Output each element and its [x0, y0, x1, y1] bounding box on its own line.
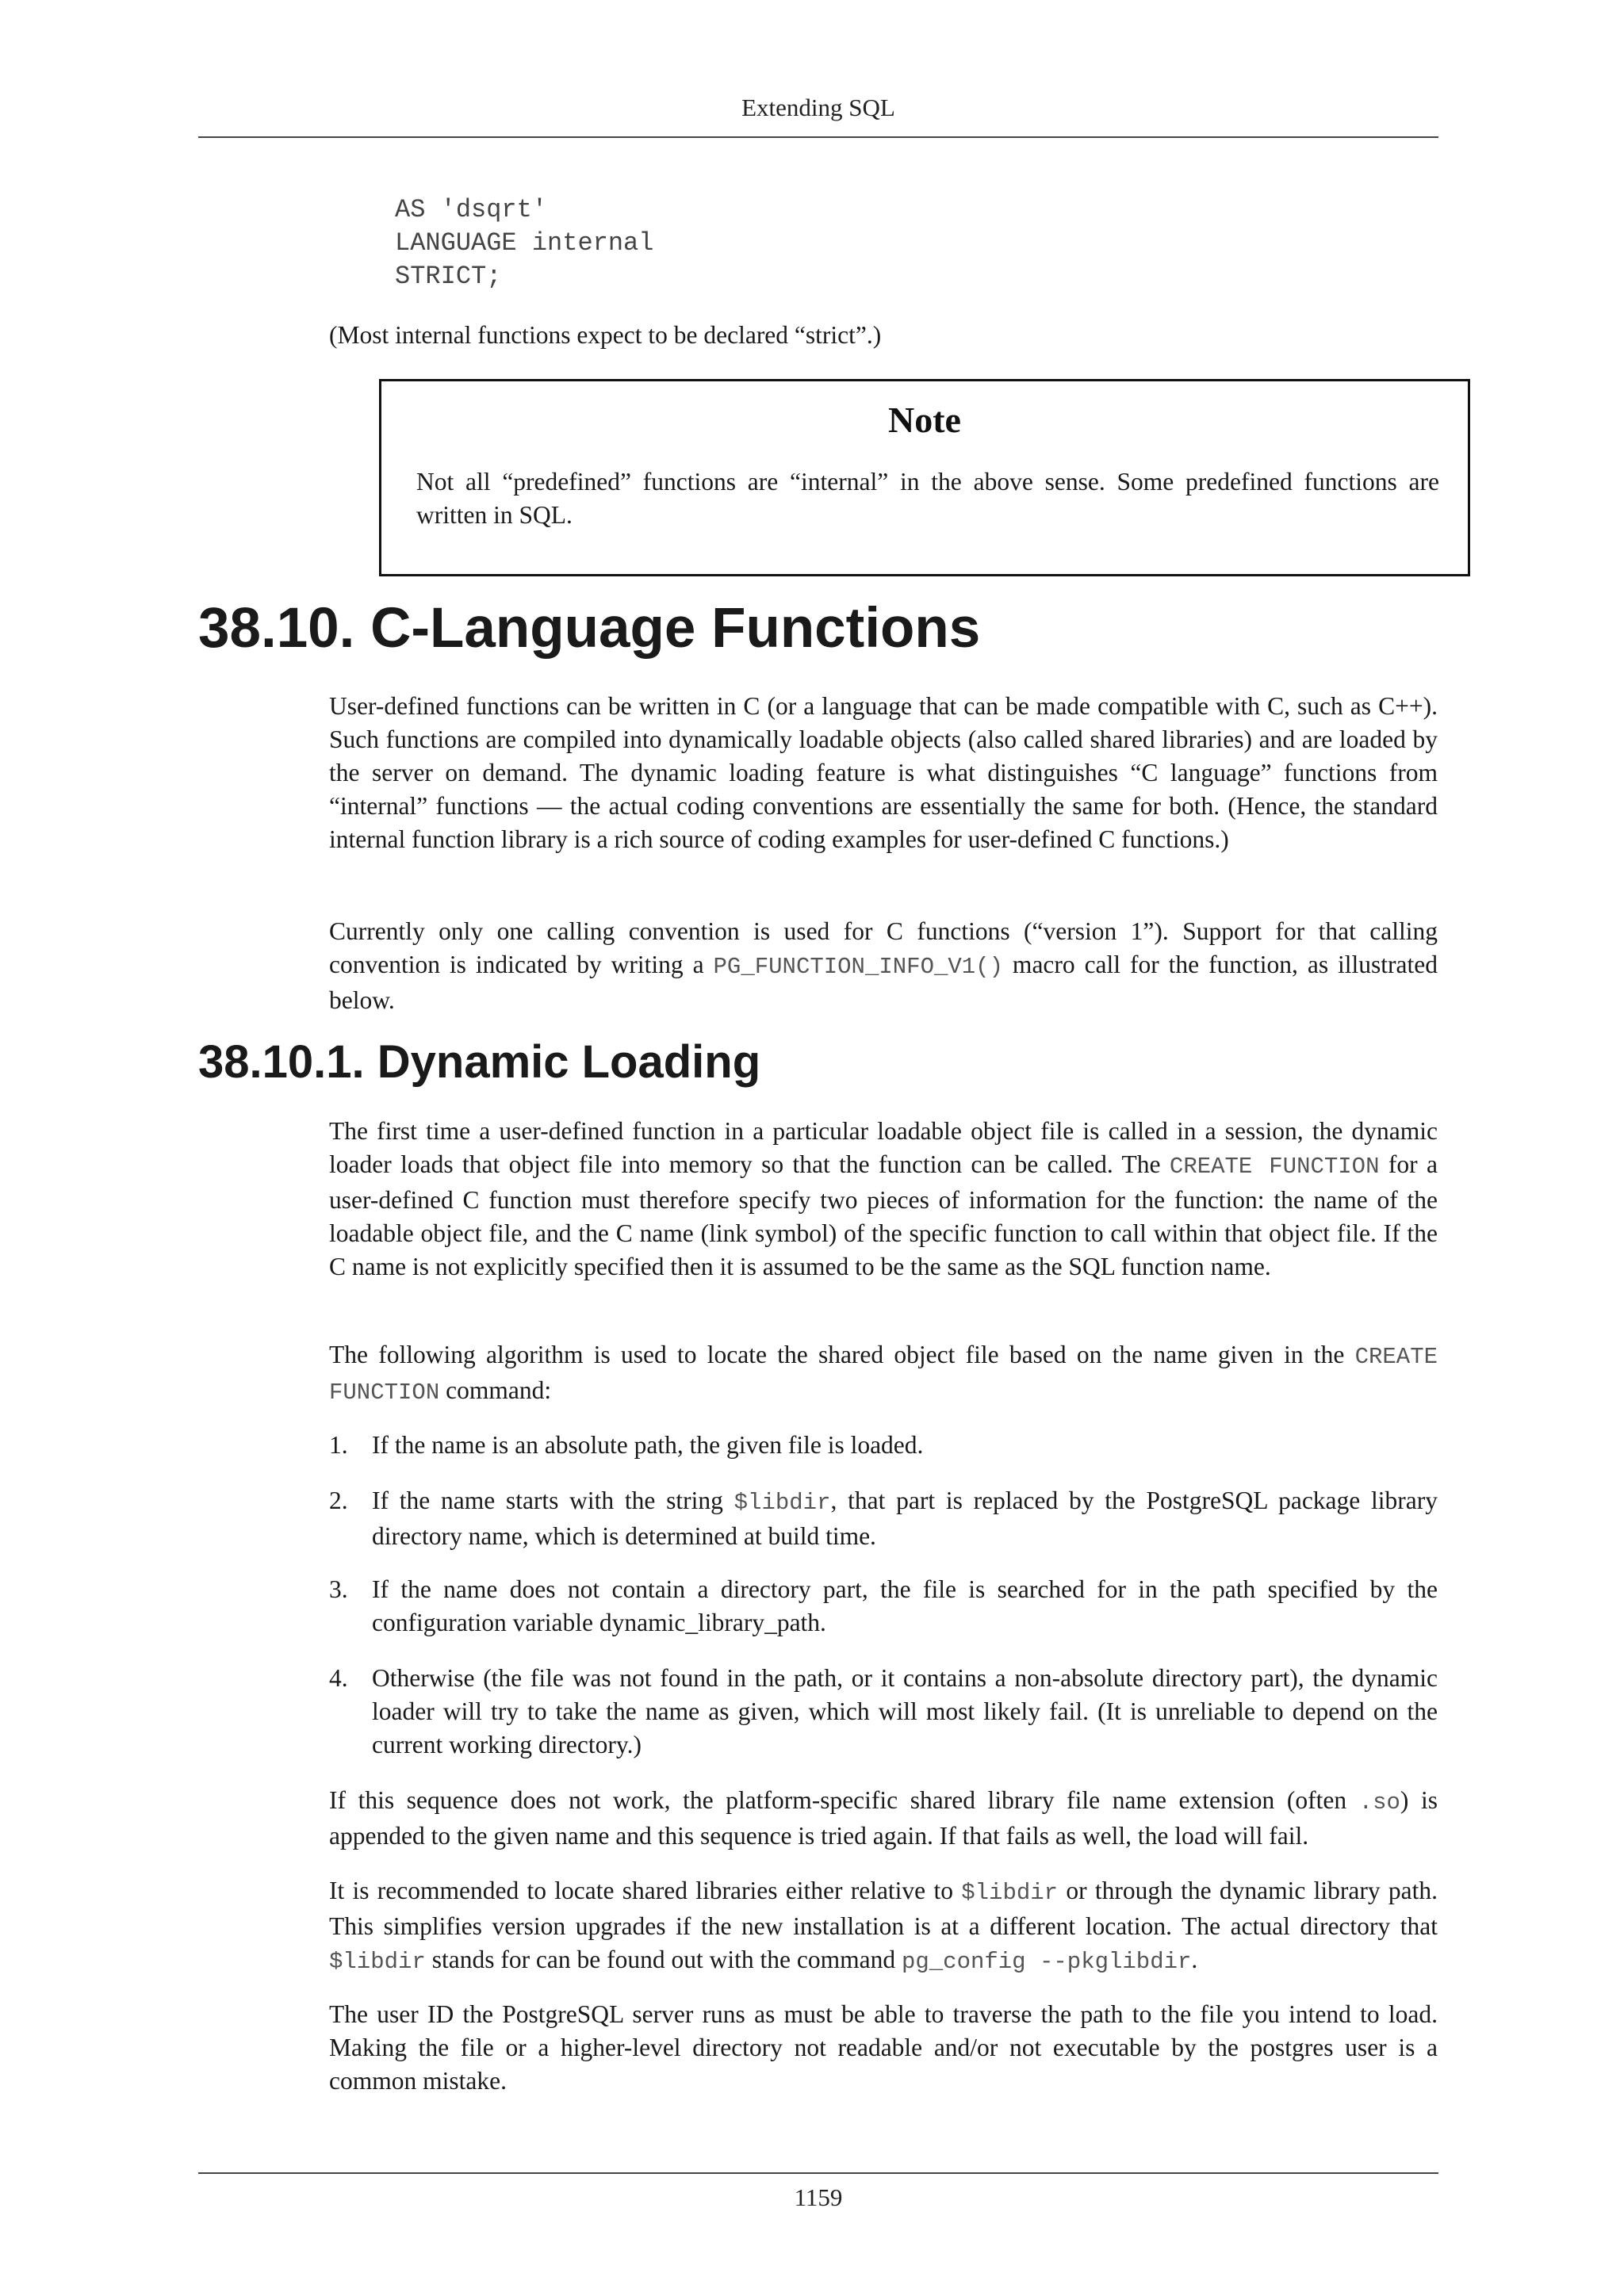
list-number: 4. — [329, 1664, 348, 1692]
extension-paragraph — [329, 1784, 1438, 1853]
list-number: 1. — [329, 1431, 348, 1459]
list-text — [372, 1484, 1438, 1553]
calling-convention-paragraph — [329, 915, 1438, 1017]
text-run: stands for can be found out with the command — [425, 1946, 902, 1973]
dynamic-loading-paragraph — [329, 1115, 1438, 1284]
note-box — [379, 379, 1470, 576]
text-run: macro call for the function, as illustrated below. — [329, 951, 1438, 1014]
inline-code: $libdir — [733, 1490, 831, 1516]
code-line: AS 'dsqrt' — [395, 195, 548, 224]
page-number: 1159 — [794, 2183, 843, 2211]
text-run: The following algorithm is used to locate the shared object file based on the name given in the — [329, 1341, 1355, 1368]
text-run: Currently only one calling convention is used for C functions (“version 1”). Support for that calling convention is indicated by writing a — [329, 917, 1438, 978]
code-line: STRICT; — [395, 262, 502, 291]
text-run: for a user-defined C function must therefore specify two pieces of information for the function: the name of the loadable object file, and the C name (link symbol) of the specific function to call within that object file. If the C name is not explicitly specified then it is assumed to be the same as the SQL function name. — [329, 1150, 1438, 1280]
libdir-paragraph — [329, 1874, 1438, 1979]
intro-paragraph: User-defined functions can be written in C (or a language that can be made compatible with C, such as C++). Such functions are compiled into dynamically loadable objects (also called shared libraries) and are loaded by the server on demand. The dynamic loading feature is what distinguishes “C language” functions from “internal” functions — the actual coding conventions are essentially the same for both. (Hence, the standard internal function library is a rich source of coding examples for user-defined C functions.) — [329, 692, 1438, 853]
text-run: , that part is replaced by the PostgreSQL package library directory name, which is determined at build time. — [372, 1487, 1438, 1550]
inline-code: $libdir — [329, 1949, 426, 1975]
header-rule — [198, 136, 1438, 138]
section-heading: 38.10. C-Language Functions — [198, 597, 981, 660]
text-run: It is recommended to locate shared libraries either relative to — [329, 1877, 962, 1904]
text-run: ) is appended to the given name and this sequence is tried again. If that fails as well, the load will fail. — [329, 1786, 1438, 1850]
text-run: The first time a user-defined function in a particular loadable object file is called in a session, the dynamic loader loads that object file into memory so that the function can be called. The — [329, 1117, 1438, 1178]
list-text: If the name does not contain a directory part, the file is searched for in the path specified by the configuration variable dynamic_library_path. — [372, 1575, 1438, 1636]
list-text: Otherwise (the file was not found in the path, or it contains a non-absolute directory part), the dynamic loader will try to take the name as given, which will most likely fail. (It is unreliable to depend on the current working directory.) — [372, 1664, 1438, 1758]
strict-paragraph: (Most internal functions expect to be declared “strict”.) — [329, 321, 882, 349]
code-block — [395, 193, 653, 293]
inline-code: CREATE FUNCTION — [329, 1344, 1438, 1406]
note-text: Not all “predefined” functions are “internal” in the above sense. Some predefined functions are written in SQL. — [416, 468, 1439, 529]
inline-code: PG_FUNCTION_INFO_V1() — [713, 954, 1003, 980]
code-line: LANGUAGE internal — [395, 228, 654, 258]
inline-code: $libdir — [961, 1880, 1059, 1906]
inline-code: CREATE FUNCTION — [1169, 1154, 1380, 1180]
footer-rule — [198, 2172, 1438, 2174]
inline-code: pg_config --pkglibdir — [901, 1949, 1192, 1975]
inline-code: .so — [1358, 1789, 1400, 1816]
list-number: 2. — [329, 1487, 348, 1514]
running-header: Extending SQL — [741, 94, 895, 121]
text-run: If this sequence does not work, the platform-specific shared library file name extension (often — [329, 1786, 1359, 1814]
text-run: command: — [439, 1376, 552, 1404]
user-id-paragraph: The user ID the PostgreSQL server runs as must be able to traverse the path to the file you intend to load. Making the file or a higher-level directory not readable and/or not executable by the postgres user is a common mistake. — [329, 2000, 1438, 2095]
text-run: If the name starts with the string — [372, 1487, 734, 1514]
text-run: . — [1191, 1946, 1198, 1973]
algorithm-paragraph — [329, 1338, 1438, 1410]
text-run: or through the dynamic library path. This simplifies version upgrades if the new installation is at a different location. The actual directory that — [329, 1877, 1438, 1940]
list-number: 3. — [329, 1575, 348, 1603]
subsection-heading: 38.10.1. Dynamic Loading — [198, 1036, 761, 1088]
note-title: Note — [888, 400, 961, 440]
list-text: If the name is an absolute path, the given file is loaded. — [372, 1431, 924, 1459]
